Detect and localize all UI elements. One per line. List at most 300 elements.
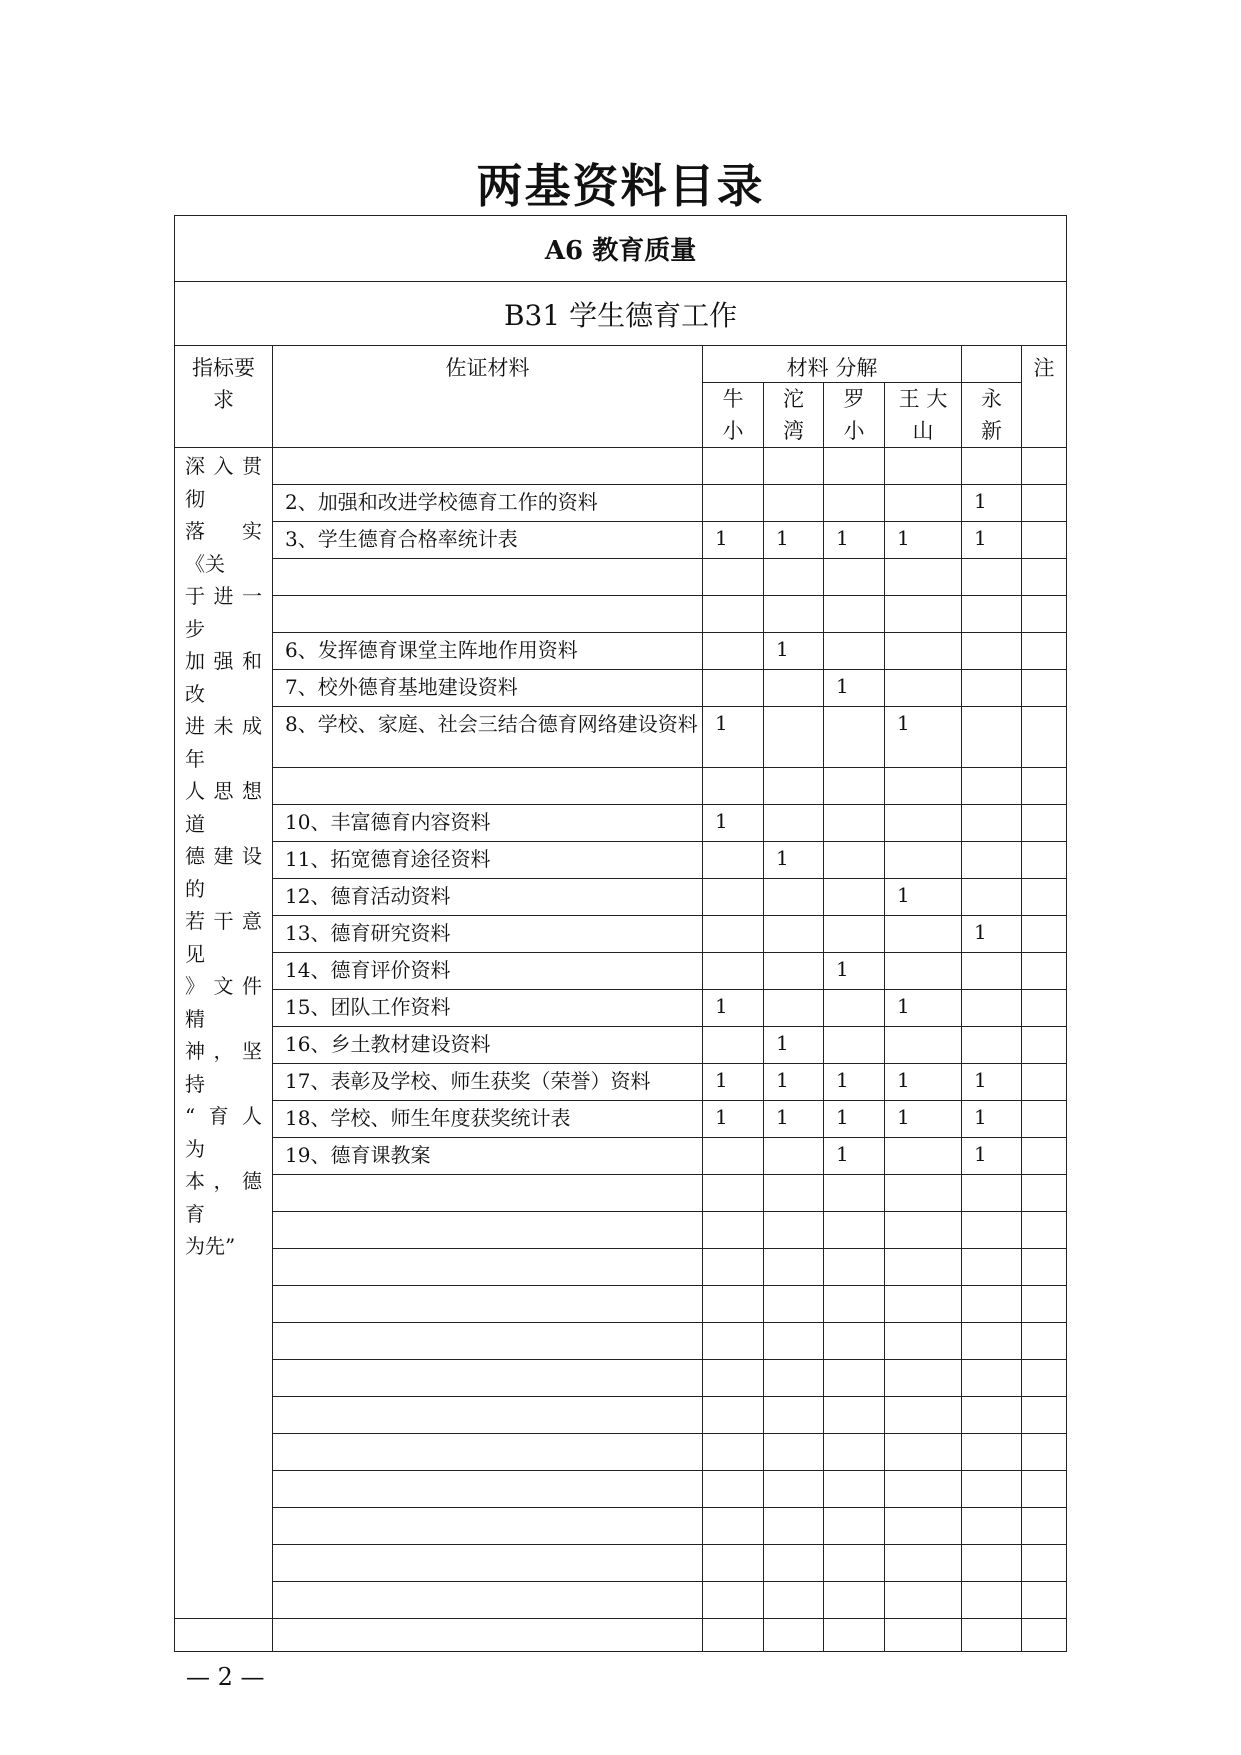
- school-header-tuowan: [764, 383, 824, 448]
- school-mark: [885, 1212, 962, 1249]
- school-header-luoxiao: [824, 383, 885, 448]
- school-mark: [703, 842, 764, 879]
- table-row: [175, 1323, 1067, 1360]
- school-mark: [962, 953, 1022, 990]
- evidence-item: [273, 1545, 703, 1582]
- evidence-item: [273, 1212, 703, 1249]
- note-cell: [1022, 768, 1067, 805]
- empty-cell: [885, 1619, 962, 1652]
- requirement-line: 育: [185, 1201, 205, 1226]
- school-mark: [824, 448, 885, 485]
- school-mark: [764, 1360, 824, 1397]
- school-mark: [764, 768, 824, 805]
- requirement-line: 落 实: [185, 519, 262, 543]
- school-mark: [764, 1582, 824, 1619]
- evidence-item: [273, 1582, 703, 1619]
- school-mark: [962, 1397, 1022, 1434]
- requirement-line: “育人: [185, 1104, 262, 1128]
- school-mark: [764, 1434, 824, 1471]
- school-mark: [962, 1249, 1022, 1286]
- school-mark: [962, 670, 1022, 707]
- note-cell: [1022, 559, 1067, 596]
- school-mark: [764, 1175, 824, 1212]
- empty-cell: [703, 1619, 764, 1652]
- school-mark: 1: [885, 522, 962, 559]
- school-mark: [885, 1138, 962, 1175]
- school-mark: [885, 1545, 962, 1582]
- school-mark: [824, 1471, 885, 1508]
- school-mark: [764, 1138, 824, 1175]
- table-row: [175, 768, 1067, 805]
- table-row: [175, 448, 1067, 485]
- school-mark: [962, 1471, 1022, 1508]
- empty-cell: [1022, 1619, 1067, 1652]
- evidence-item: 15、团队工作资料: [273, 990, 703, 1027]
- school-mark: [764, 670, 824, 707]
- school-mark: [703, 1212, 764, 1249]
- table-row: [175, 1360, 1067, 1397]
- school-mark: [962, 448, 1022, 485]
- school-mark: [764, 1286, 824, 1323]
- school-header-wangdashan: [885, 383, 962, 448]
- school-mark: [764, 990, 824, 1027]
- note-cell: [1022, 1175, 1067, 1212]
- school-mark: [885, 1249, 962, 1286]
- school-mark: [764, 953, 824, 990]
- note-cell: [1022, 1471, 1067, 1508]
- school-mark: [824, 559, 885, 596]
- school-mark: [764, 916, 824, 953]
- table-row: [175, 1471, 1067, 1508]
- requirement-line: 年: [185, 746, 205, 771]
- evidence-item: [273, 1471, 703, 1508]
- school-mark: [962, 596, 1022, 633]
- school-mark: [703, 953, 764, 990]
- page-number: — 2 —: [186, 1663, 265, 1691]
- school-mark: 1: [962, 485, 1022, 522]
- table-row: [175, 842, 1067, 879]
- school-mark: [824, 1212, 885, 1249]
- school-mark: [885, 1508, 962, 1545]
- school-mark: [962, 990, 1022, 1027]
- table-row: [175, 1138, 1067, 1175]
- school-mark: 1: [824, 1138, 885, 1175]
- school-mark: [824, 1434, 885, 1471]
- school-mark: [703, 1138, 764, 1175]
- school-mark: 1: [764, 1027, 824, 1064]
- table-row: [175, 953, 1067, 990]
- table-row: [175, 990, 1067, 1027]
- requirement-line: 人思想: [185, 779, 262, 803]
- school-mark: [885, 953, 962, 990]
- note-cell: [1022, 707, 1067, 768]
- evidence-item: [273, 1323, 703, 1360]
- school-mark: 1: [824, 1101, 885, 1138]
- requirement-header: [175, 346, 273, 448]
- note-cell: [1022, 879, 1067, 916]
- evidence-item: [273, 1175, 703, 1212]
- school-mark: 1: [885, 1101, 962, 1138]
- school-mark: [962, 707, 1022, 768]
- school-mark: 1: [703, 1101, 764, 1138]
- school-mark: [703, 1249, 764, 1286]
- evidence-item: 13、德育研究资料: [273, 916, 703, 953]
- school-mark: [885, 670, 962, 707]
- note-cell: [1022, 1434, 1067, 1471]
- evidence-item: 17、表彰及学校、师生获奖（荣誉）资料: [273, 1064, 703, 1101]
- school-mark: [703, 1175, 764, 1212]
- school-name-line: 山: [912, 419, 934, 443]
- requirement-text: [175, 448, 273, 1619]
- school-mark: [885, 485, 962, 522]
- school-mark: [962, 559, 1022, 596]
- school-mark: [703, 485, 764, 522]
- note-cell: [1022, 633, 1067, 670]
- school-mark: [824, 1582, 885, 1619]
- school-mark: [703, 670, 764, 707]
- table-row: [175, 485, 1067, 522]
- school-mark: [885, 768, 962, 805]
- evidence-item: 3、学生德育合格率统计表: [273, 522, 703, 559]
- school-mark: [962, 879, 1022, 916]
- evidence-item: [273, 448, 703, 485]
- table-row: [175, 1397, 1067, 1434]
- requirement-line: 为先”: [185, 1234, 236, 1258]
- school-mark: [962, 1175, 1022, 1212]
- note-cell: [1022, 1064, 1067, 1101]
- school-mark: [824, 990, 885, 1027]
- school-mark: [764, 596, 824, 633]
- requirement-line: 的: [185, 876, 205, 901]
- school-mark: [703, 633, 764, 670]
- school-mark: [824, 916, 885, 953]
- table-row: [175, 1027, 1067, 1064]
- school-mark: [962, 1212, 1022, 1249]
- school-name-line: 小: [722, 419, 744, 443]
- section-b-heading: B31 学生德育工作: [175, 282, 1067, 346]
- table-row: [175, 879, 1067, 916]
- empty-cell: [273, 1619, 703, 1652]
- school-name-line: 永: [981, 387, 1002, 411]
- school-mark: [764, 805, 824, 842]
- school-mark: [824, 805, 885, 842]
- note-cell: [1022, 596, 1067, 633]
- school-mark: [703, 448, 764, 485]
- school-mark: 1: [962, 916, 1022, 953]
- empty-cell: [824, 1619, 885, 1652]
- school-mark: 1: [703, 805, 764, 842]
- note-cell: [1022, 670, 1067, 707]
- school-mark: [962, 1545, 1022, 1582]
- school-mark: 1: [962, 1138, 1022, 1175]
- school-mark: [764, 1212, 824, 1249]
- evidence-item: 7、校外德育基地建设资料: [273, 670, 703, 707]
- school-mark: 1: [764, 522, 824, 559]
- evidence-item: [273, 1360, 703, 1397]
- school-mark: [764, 1471, 824, 1508]
- school-mark: 1: [885, 990, 962, 1027]
- school-mark: [764, 707, 824, 768]
- school-mark: [824, 1027, 885, 1064]
- school-mark: [703, 1582, 764, 1619]
- school-mark: [885, 448, 962, 485]
- table-row: [175, 1249, 1067, 1286]
- note-cell: [1022, 1138, 1067, 1175]
- school-mark: 1: [703, 522, 764, 559]
- table-row: [175, 1212, 1067, 1249]
- school-name-line: 罗: [843, 387, 865, 411]
- table-row: [175, 1434, 1067, 1471]
- school-mark: [824, 1175, 885, 1212]
- school-mark: 1: [703, 1064, 764, 1101]
- requirement-line: 持: [185, 1071, 205, 1096]
- school-mark: [703, 879, 764, 916]
- school-mark: [703, 1360, 764, 1397]
- table-row: [175, 559, 1067, 596]
- school-mark: [703, 1286, 764, 1323]
- requirement-line: 道: [185, 811, 205, 836]
- school-mark: [885, 1471, 962, 1508]
- evidence-item: 18、学校、师生年度获奖统计表: [273, 1101, 703, 1138]
- table-row: [175, 522, 1067, 559]
- table-row: [175, 596, 1067, 633]
- requirement-line: 改: [185, 681, 205, 706]
- evidence-item: [273, 1286, 703, 1323]
- catalog-table: [174, 215, 1067, 1652]
- school-mark: 1: [764, 842, 824, 879]
- school-mark: 1: [885, 879, 962, 916]
- requirement-line: 见: [185, 941, 205, 966]
- school-name-line: 新: [981, 419, 1002, 443]
- school-mark: 1: [962, 1064, 1022, 1101]
- evidence-header: 佐证材料: [273, 346, 703, 448]
- school-mark: [885, 1323, 962, 1360]
- table-row: [175, 670, 1067, 707]
- school-mark: [962, 1286, 1022, 1323]
- document-title: 两基资料目录: [476, 159, 765, 213]
- school-name-line: 王 大: [898, 387, 948, 411]
- evidence-item: [273, 1249, 703, 1286]
- school-mark: [885, 1582, 962, 1619]
- note-cell: [1022, 1508, 1067, 1545]
- school-mark: [962, 842, 1022, 879]
- evidence-item: 2、加强和改进学校德育工作的资料: [273, 485, 703, 522]
- evidence-item: [273, 768, 703, 805]
- note-cell: [1022, 1286, 1067, 1323]
- note-cell: [1022, 485, 1067, 522]
- school-mark: [885, 842, 962, 879]
- requirement-header-line: 求: [213, 388, 234, 412]
- school-mark: [703, 1027, 764, 1064]
- school-mark: [885, 559, 962, 596]
- requirement-line: 《关: [185, 551, 225, 576]
- school-mark: [703, 1508, 764, 1545]
- school-name-line: 湾: [783, 419, 804, 443]
- note-cell: [1022, 1582, 1067, 1619]
- table-row: [175, 1545, 1067, 1582]
- school-mark: [885, 1027, 962, 1064]
- table-row: [175, 707, 1067, 768]
- school-mark: [824, 1545, 885, 1582]
- school-mark: 1: [824, 522, 885, 559]
- school-header-niuxiao: [703, 383, 764, 448]
- note-cell: [1022, 842, 1067, 879]
- school-mark: 1: [885, 1064, 962, 1101]
- evidence-item: [273, 596, 703, 633]
- note-cell: [1022, 1360, 1067, 1397]
- school-mark: [824, 1286, 885, 1323]
- school-mark: [962, 1360, 1022, 1397]
- school-mark: 1: [764, 1064, 824, 1101]
- requirement-line: 德建设: [185, 844, 262, 868]
- evidence-item: [273, 1434, 703, 1471]
- school-mark: 1: [764, 1101, 824, 1138]
- school-mark: [703, 1323, 764, 1360]
- school-mark: [764, 1508, 824, 1545]
- school-mark: [764, 485, 824, 522]
- school-name-line: 沱: [783, 387, 804, 411]
- requirement-line: 步: [185, 616, 205, 641]
- school-mark: [703, 596, 764, 633]
- school-mark: 1: [824, 670, 885, 707]
- note-header: 注: [1022, 346, 1067, 448]
- table-row: [175, 1175, 1067, 1212]
- requirement-line: 深入贯: [185, 454, 262, 478]
- school-mark: [962, 1323, 1022, 1360]
- note-cell: [1022, 805, 1067, 842]
- school-mark: 1: [962, 522, 1022, 559]
- school-mark: 1: [962, 1101, 1022, 1138]
- note-cell: [1022, 953, 1067, 990]
- requirement-line: 神，坚: [185, 1039, 262, 1063]
- table-row: [175, 916, 1067, 953]
- evidence-item: 19、德育课教案: [273, 1138, 703, 1175]
- table-row: [175, 1101, 1067, 1138]
- note-cell: [1022, 522, 1067, 559]
- school-mark: [962, 768, 1022, 805]
- evidence-item: 11、拓宽德育途径资料: [273, 842, 703, 879]
- school-mark: [885, 1175, 962, 1212]
- school-mark: [764, 559, 824, 596]
- school-mark: 1: [824, 953, 885, 990]
- evidence-item: 8、学校、家庭、社会三结合德育网络建设资料: [273, 707, 703, 768]
- school-mark: [962, 1508, 1022, 1545]
- school-mark: [885, 1434, 962, 1471]
- school-mark: [824, 707, 885, 768]
- table-row: [175, 1064, 1067, 1101]
- note-cell: [1022, 1397, 1067, 1434]
- school-mark: [962, 1027, 1022, 1064]
- note-cell: [1022, 1101, 1067, 1138]
- school-mark: [703, 1397, 764, 1434]
- empty-cell: [962, 1619, 1022, 1652]
- school-mark: [824, 1323, 885, 1360]
- requirement-line: 加强和: [185, 649, 262, 673]
- school-name-line: 小: [843, 419, 865, 443]
- school-mark: 1: [824, 1064, 885, 1101]
- school-mark: [703, 768, 764, 805]
- school-mark: [703, 1471, 764, 1508]
- school-mark: [764, 1323, 824, 1360]
- empty-cell: [764, 1619, 824, 1652]
- school-mark: [824, 842, 885, 879]
- table-row: [175, 633, 1067, 670]
- school-mark: [824, 1397, 885, 1434]
- requirement-line: 精: [185, 1006, 205, 1031]
- school-mark: [764, 448, 824, 485]
- school-mark: [824, 1508, 885, 1545]
- table-row: [175, 805, 1067, 842]
- note-cell: [1022, 916, 1067, 953]
- school-mark: [703, 1434, 764, 1471]
- requirement-line: 》文件: [185, 974, 262, 998]
- school-mark: [824, 768, 885, 805]
- evidence-item: 16、乡土教材建设资料: [273, 1027, 703, 1064]
- school-mark: [885, 1360, 962, 1397]
- note-cell: [1022, 1212, 1067, 1249]
- requirement-header-line: 指标要: [192, 356, 255, 380]
- note-cell: [1022, 1545, 1067, 1582]
- requirement-line: 若干意: [185, 909, 262, 933]
- school-mark: [885, 916, 962, 953]
- school-mark: [703, 1545, 764, 1582]
- table-row: [175, 1619, 1067, 1652]
- evidence-item: [273, 1397, 703, 1434]
- table-row: [175, 1508, 1067, 1545]
- evidence-item: [273, 559, 703, 596]
- school-mark: [764, 1397, 824, 1434]
- school-mark: [885, 1286, 962, 1323]
- breakdown-header-extension: [962, 346, 1022, 383]
- school-mark: [764, 1545, 824, 1582]
- school-mark: [703, 916, 764, 953]
- school-mark: 1: [703, 707, 764, 768]
- section-a-heading: A6 教育质量: [175, 216, 1067, 282]
- school-name-line: 牛: [722, 387, 744, 411]
- note-cell: [1022, 1323, 1067, 1360]
- school-mark: [824, 633, 885, 670]
- requirement-line: 彻: [185, 486, 205, 511]
- school-mark: [824, 485, 885, 522]
- school-mark: [885, 805, 962, 842]
- note-cell: [1022, 990, 1067, 1027]
- school-mark: [764, 1249, 824, 1286]
- table-row: [175, 1582, 1067, 1619]
- breakdown-header: 材料 分解: [703, 346, 962, 383]
- requirement-line: 进未成: [185, 714, 262, 738]
- evidence-item: 6、发挥德育课堂主阵地作用资料: [273, 633, 703, 670]
- school-mark: [962, 633, 1022, 670]
- school-mark: [824, 1360, 885, 1397]
- school-mark: [764, 879, 824, 916]
- school-header-yongxin: [962, 383, 1022, 448]
- school-mark: [824, 879, 885, 916]
- school-mark: [703, 559, 764, 596]
- evidence-item: [273, 1508, 703, 1545]
- school-mark: 1: [703, 990, 764, 1027]
- note-cell: [1022, 448, 1067, 485]
- school-mark: [962, 1434, 1022, 1471]
- evidence-item: 12、德育活动资料: [273, 879, 703, 916]
- evidence-item: 14、德育评价资料: [273, 953, 703, 990]
- school-mark: [824, 596, 885, 633]
- school-mark: [824, 1249, 885, 1286]
- school-mark: [885, 596, 962, 633]
- school-mark: [962, 1582, 1022, 1619]
- school-mark: [962, 805, 1022, 842]
- evidence-item: 10、丰富德育内容资料: [273, 805, 703, 842]
- school-mark: [885, 633, 962, 670]
